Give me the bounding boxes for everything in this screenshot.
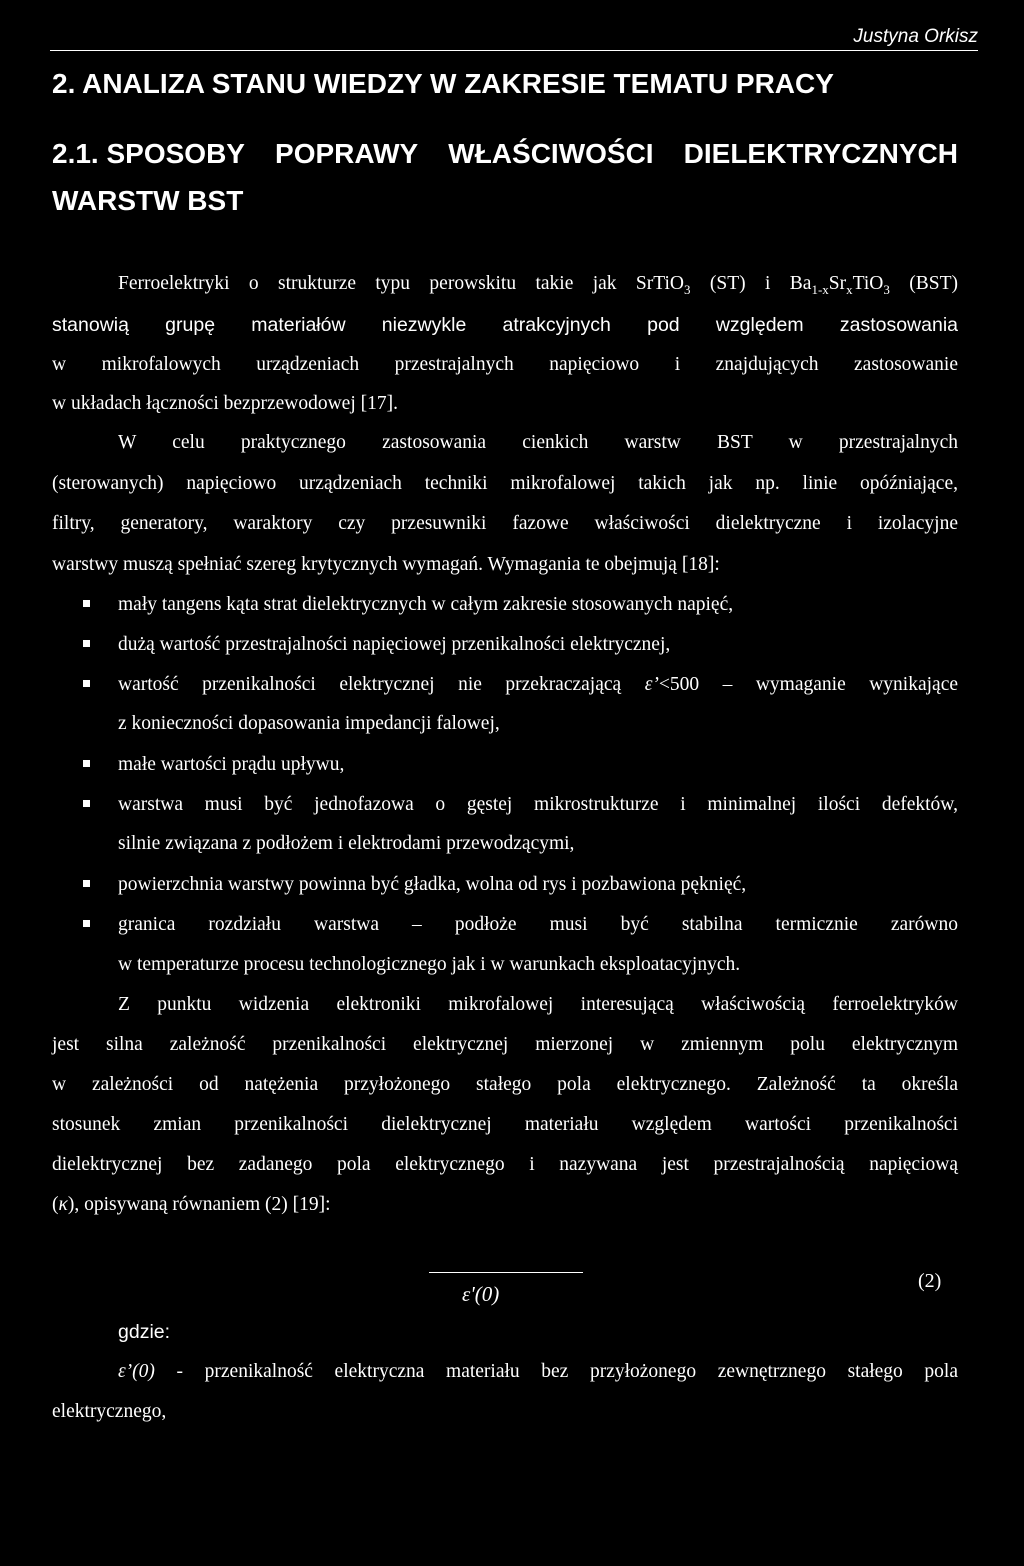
requirement-item: dużą wartość przestrajalności napięciowej przenikalności elektrycznej,: [118, 634, 671, 655]
bullet-icon: [83, 920, 90, 927]
equation-fraction-bar: [429, 1272, 583, 1273]
bullet-icon: [83, 600, 90, 607]
bullet-icon: [83, 800, 90, 807]
requirement-item: mały tangens kąta strat dielektrycznych w całym zakresie stosowanych napięć,: [118, 594, 734, 615]
para1-line2: stanowią grupę materiałów niezwykle atrakcyjnych pod względem zastosowania: [52, 314, 958, 336]
para3-line3: w zależności od natężenia przyłożonego stałego pola elektrycznego. Zależność ta określa: [52, 1074, 958, 1095]
where-label: gdzie:: [118, 1321, 171, 1343]
requirement-item: małe wartości prądu upływu,: [118, 754, 345, 775]
requirement-item-continuation: w temperaturze procesu technologicznego jak i w warunkach eksploatacyjnych.: [118, 954, 741, 975]
bullet-icon: [83, 880, 90, 887]
section-title-word: WŁAŚCIWOŚCI: [448, 138, 654, 169]
para3-line1: Z punktu widzenia elektroniki mikrofalowej interesującą właściwością ferroelektryków: [118, 994, 958, 1015]
equation-denominator: ε'(0): [462, 1282, 500, 1306]
definition-line1: ε’(0) - przenikalność elektryczna materiału bez przyłożonego zewnętrznego stałego pola: [118, 1361, 958, 1382]
section-title-word: 2.1. SPOSOBY: [52, 138, 245, 169]
chapter-title: 2. ANALIZA STANU WIEDZY W ZAKRESIE TEMATU PRACY: [52, 68, 834, 99]
bullet-icon: [83, 760, 90, 767]
para2-line2: (sterowanych) napięciowo urządzeniach techniki mikrofalowej takich jak np. linie opóźniające,: [52, 473, 958, 494]
requirement-item-continuation: silnie związana z podłożem i elektrodami przewodzącymi,: [118, 833, 575, 854]
para2-line1: W celu praktycznego zastosowania cienkich warstw BST w przestrajalnych: [118, 432, 958, 453]
requirement-item-continuation: z konieczności dopasowania impedancji falowej,: [118, 713, 500, 734]
para3-line5: dielektrycznej bez zadanego pola elektrycznego i nazywana jest przestrajalnością napięciową: [52, 1154, 958, 1175]
equation-number: (2): [918, 1270, 942, 1292]
para3-line4: stosunek zmian przenikalności dielektrycznej materiału względem wartości przenikalności: [52, 1114, 958, 1135]
running-header-author: Justyna Orkisz: [853, 26, 978, 47]
requirement-item: wartość przenikalności elektrycznej nie przekraczającą ε’<500 – wymaganie wynikające: [118, 674, 959, 695]
para1-line1: Ferroelektryki o strukturze typu perowskitu takie jak SrTiO$_3$ (ST) i $Ba_{1-x}Sr_xTiO_3$ (BST): [118, 273, 958, 297]
requirement-item: warstwa musi być jednofazowa o gęstej mikrostrukturze i minimalnej ilości defektów,: [118, 794, 958, 815]
para1-line3: w mikrofalowych urządzeniach przestrajalnych napięciowo i znajdujących zastosowanie: [52, 354, 958, 375]
section-title-line1: [52, 138, 958, 170]
para1-line4: w układach łączności bezprzewodowej [17].: [52, 393, 398, 414]
requirement-item: granica rozdziału warstwa – podłoże musi być stabilna termicznie zarówno: [118, 914, 958, 935]
section-title-word: POPRAWY: [275, 138, 419, 169]
para3-line6: (κ), opisywaną równaniem (2) [19]:: [52, 1194, 331, 1215]
para2-line3: filtry, generatory, waraktory czy przesuwniki fazowe właściwości dielektryczne i izolacyjne: [52, 513, 958, 534]
para3-line2: jest silna zależność przenikalności elektrycznej mierzonej w zmiennym polu elektrycznym: [52, 1034, 958, 1055]
header-rule: [50, 50, 978, 51]
definition-line2: elektrycznego,: [52, 1401, 167, 1422]
bullet-icon: [83, 680, 90, 687]
section-title-word: DIELEKTRYCZNYCH: [683, 138, 958, 169]
requirement-item: powierzchnia warstwy powinna być gładka, wolna od rys i pozbawiona pęknięć,: [118, 874, 747, 895]
para2-line4: warstwy muszą spełniać szereg krytycznych wymagań. Wymagania te obejmują [18]:: [52, 554, 720, 575]
section-title-line2: WARSTW BST: [52, 185, 244, 216]
bullet-icon: [83, 640, 90, 647]
